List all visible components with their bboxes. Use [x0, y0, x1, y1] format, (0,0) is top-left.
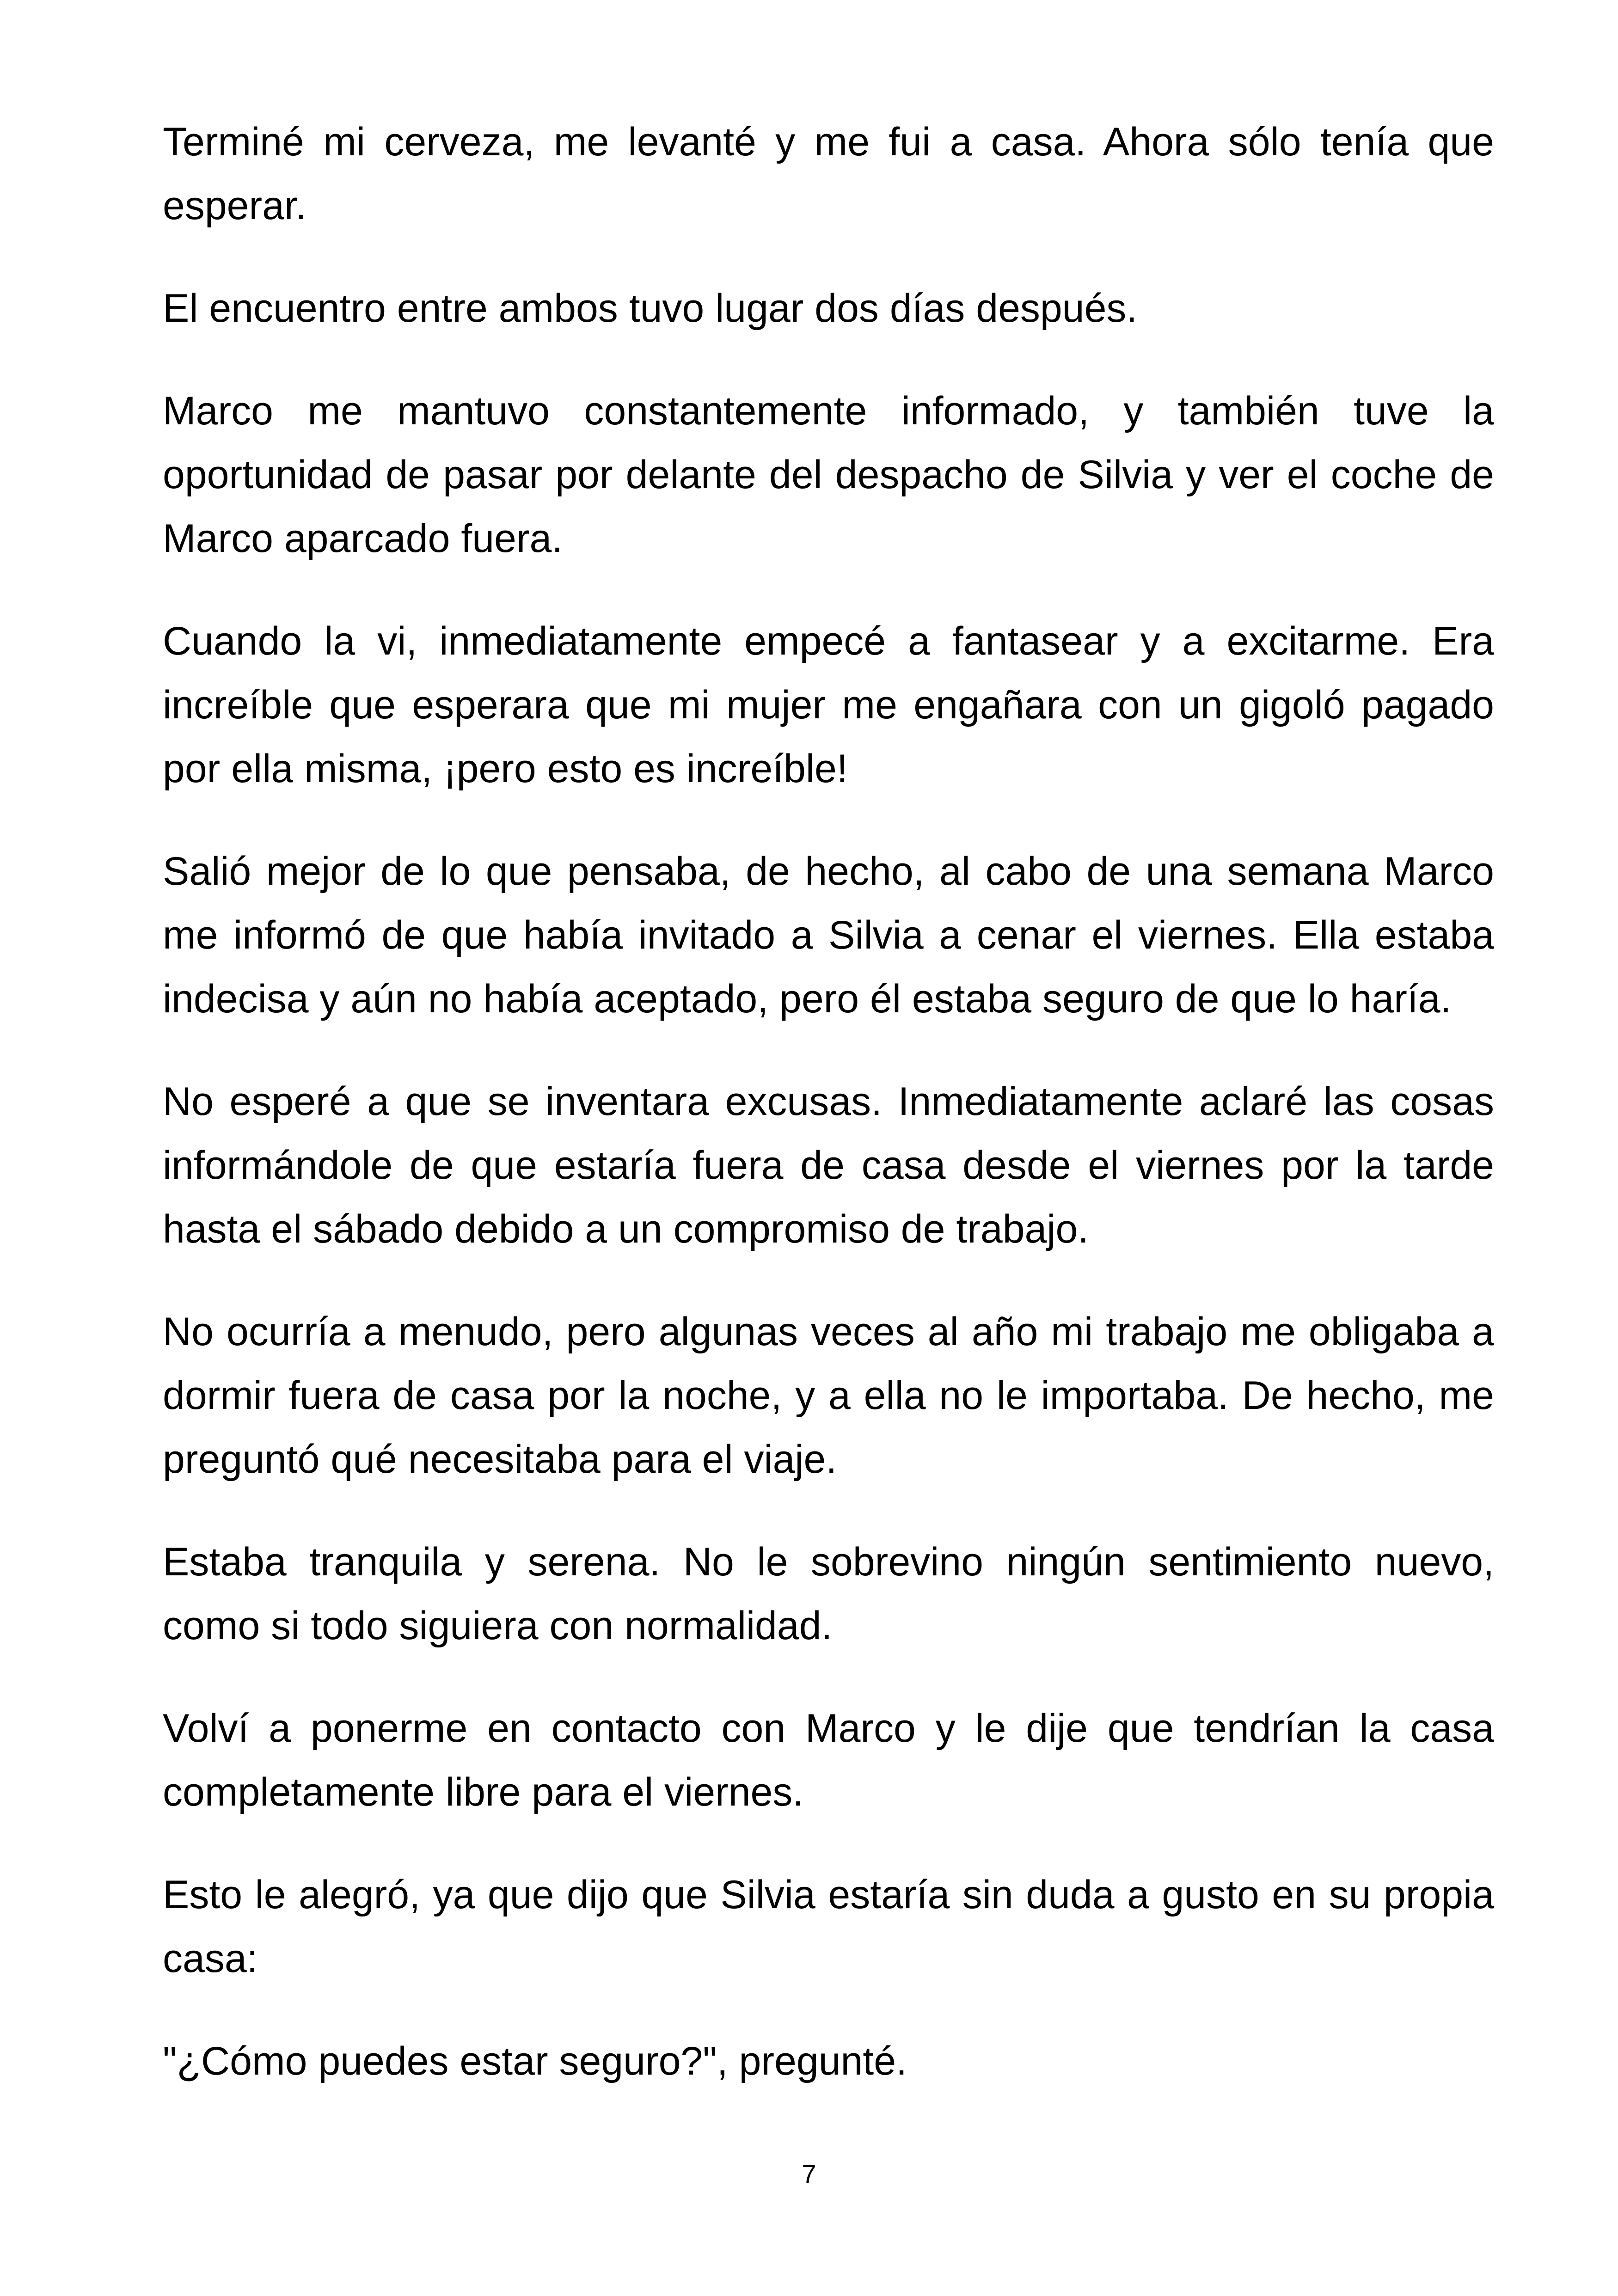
body-text [163, 110, 1494, 2132]
paragraph: No ocurría a menudo, pero algunas veces al año mi trabajo me obligaba a dormir fuera de casa por la noche, y a ella no le importaba. De hecho, me preguntó qué necesitaba para el viaje. [163, 1310, 1494, 1482]
paragraph: Salió mejor de lo que pensaba, de hecho, al cabo de una semana Marco me informó de que había invitado a Silvia a cenar el viernes. Ella estaba indecisa y aún no había aceptado, pero él estaba seguro de que lo haría. [163, 849, 1494, 1021]
paragraph: Volví a ponerme en contacto con Marco y le dije que tendrían la casa completamente libre para el viernes. [163, 1706, 1494, 1814]
paragraph: "¿Cómo puedes estar seguro?", pregunté. [163, 2039, 907, 2083]
paragraph: Esto le alegró, ya que dijo que Silvia estaría sin duda a gusto en su propia casa: [163, 1873, 1494, 1981]
paragraph: Estaba tranquila y serena. No le sobrevino ningún sentimiento nuevo, como si todo siguiera con normalidad. [163, 1540, 1494, 1648]
paragraph: Marco me mantuvo constantemente informado, y también tuve la oportunidad de pasar por delante del despacho de Silvia y ver el coche de Marco aparcado fuera. [163, 389, 1494, 561]
page-number: 7 [802, 2159, 816, 2188]
paragraph: El encuentro entre ambos tuvo lugar dos días después. [163, 286, 1138, 331]
paragraph: No esperé a que se inventara excusas. Inmediatamente aclaré las cosas informándole de que estaría fuera de casa desde el viernes por la tarde hasta el sábado debido a un compromiso de trabajo. [163, 1079, 1494, 1251]
paragraph: Terminé mi cerveza, me levanté y me fui a casa. Ahora sólo tenía que esperar. [163, 120, 1494, 228]
paragraph: Cuando la vi, inmediatamente empecé a fantasear y a excitarme. Era increíble que esperara que mi mujer me engañara con un gigoló pagado por ella misma, ¡pero esto es increíble! [163, 619, 1494, 791]
